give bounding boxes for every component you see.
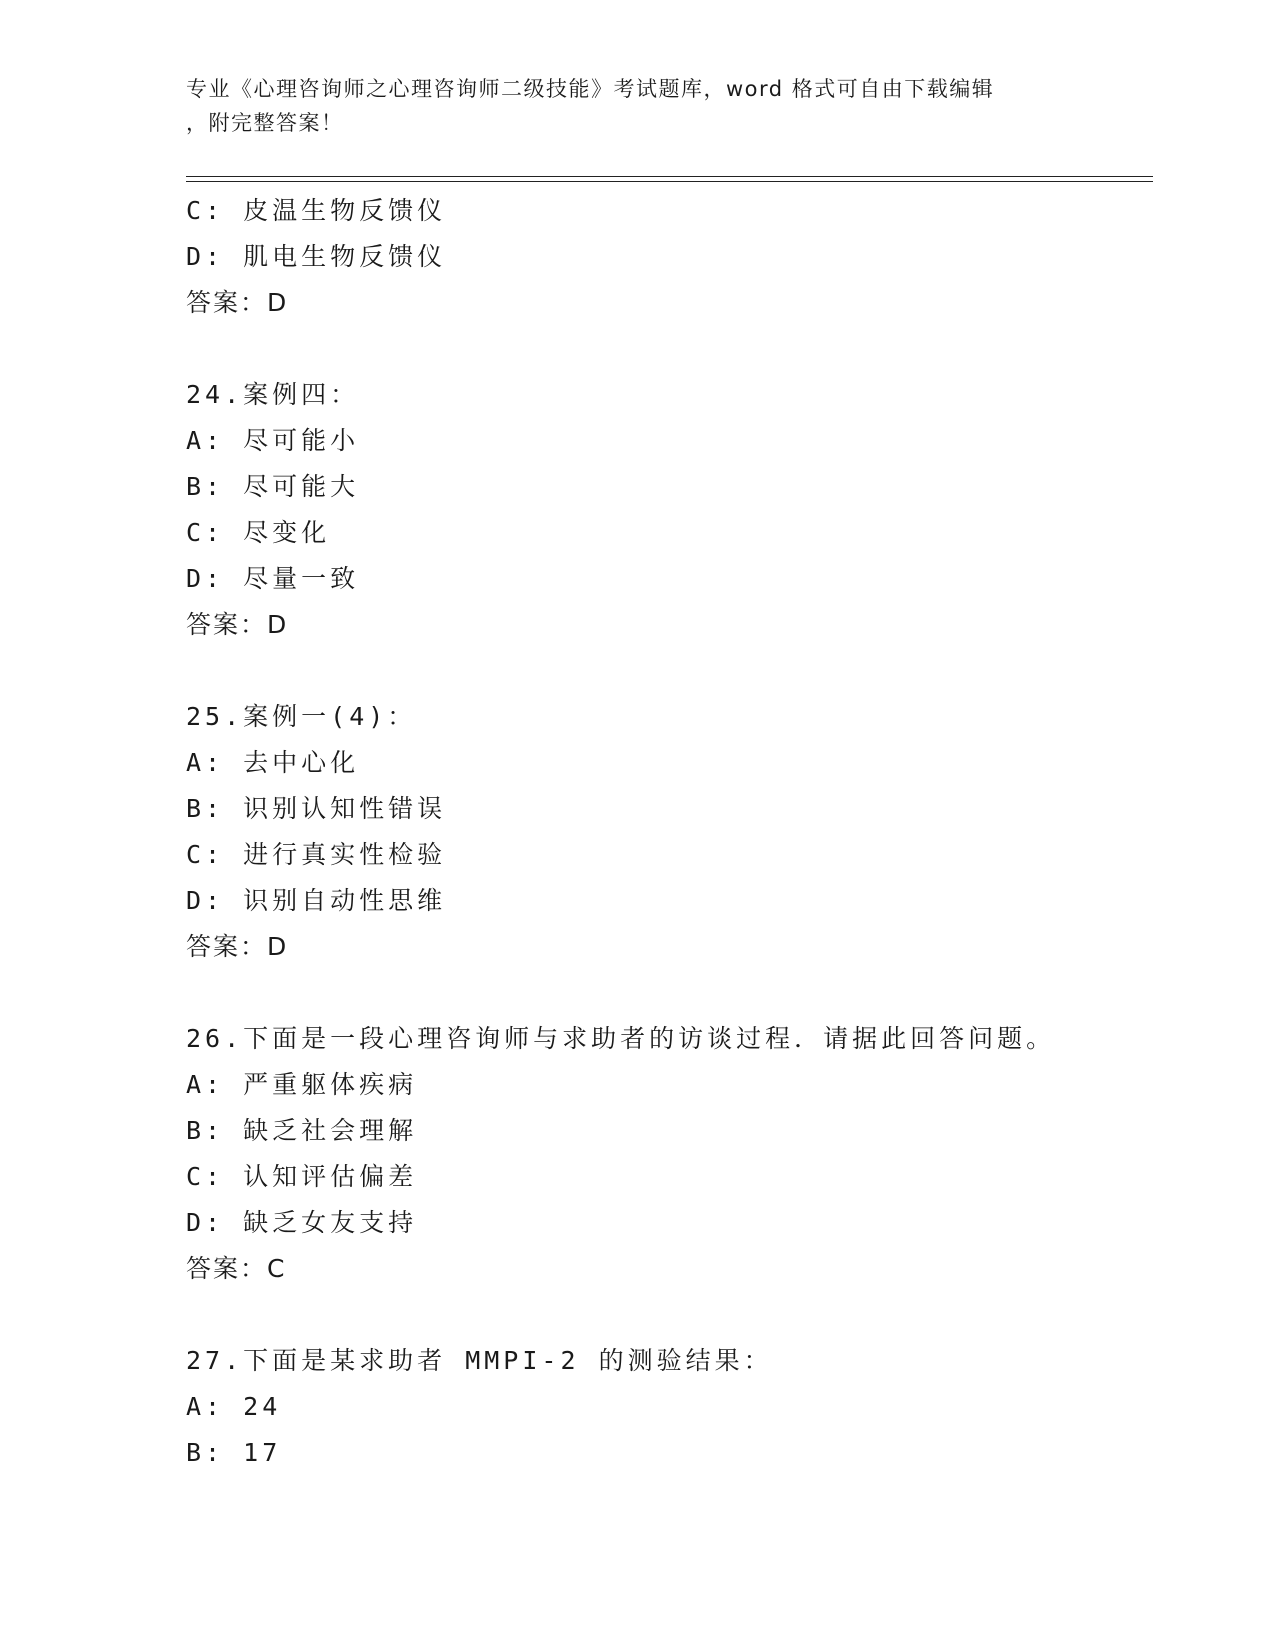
answer-option: C: 尽变化: [186, 518, 331, 547]
spacer: [186, 326, 1153, 372]
spacer: [186, 648, 1153, 694]
answer-option: A: 去中心化: [186, 748, 360, 777]
answer-option: D: 缺乏女友支持: [186, 1208, 418, 1237]
answer-option: D: 尽量一致: [186, 564, 360, 593]
question-title: 26.下面是一段心理咨询师与求助者的访谈过程．请据此回答问题。: [186, 1024, 1056, 1053]
answer-option: D: 识别自动性思维: [186, 886, 447, 915]
answer-option: B: 17: [186, 1438, 282, 1467]
question-list: [186, 188, 1153, 1476]
answer-option: D: 肌电生物反馈仪: [186, 242, 447, 271]
answer-option: C: 认知评估偏差: [186, 1162, 418, 1191]
question-title: 27.下面是某求助者 MMPI-2 的测验结果：: [186, 1346, 773, 1375]
header-divider-bottom: [186, 181, 1153, 182]
answer-option: A: 尽可能小: [186, 426, 360, 455]
question-title: 24.案例四：: [186, 380, 360, 409]
answer-key: 答案：D: [186, 932, 289, 961]
answer-option: C: 皮温生物反馈仪: [186, 196, 447, 225]
answer-key: 答案：D: [186, 610, 289, 639]
answer-option: A: 严重躯体疾病: [186, 1070, 418, 1099]
question-title: 25.案例一(4)：: [186, 702, 417, 731]
spacer: [186, 1292, 1153, 1338]
header-line-2: ，附完整答案！: [186, 111, 344, 135]
answer-option: A: 24: [186, 1392, 282, 1421]
header-divider-top: [186, 176, 1153, 177]
answer-key: 答案：D: [186, 288, 289, 317]
spacer: [186, 970, 1153, 1016]
answer-key: 答案：C: [186, 1254, 287, 1283]
header-line-1: 专业《心理咨询师之心理咨询师二级技能》考试题库，word 格式可自由下载编辑: [186, 77, 995, 101]
answer-option: B: 识别认知性错误: [186, 794, 447, 823]
answer-option: B: 尽可能大: [186, 472, 360, 501]
answer-option: B: 缺乏社会理解: [186, 1116, 418, 1145]
answer-option: C: 进行真实性检验: [186, 840, 447, 869]
document-header: [186, 72, 1086, 140]
